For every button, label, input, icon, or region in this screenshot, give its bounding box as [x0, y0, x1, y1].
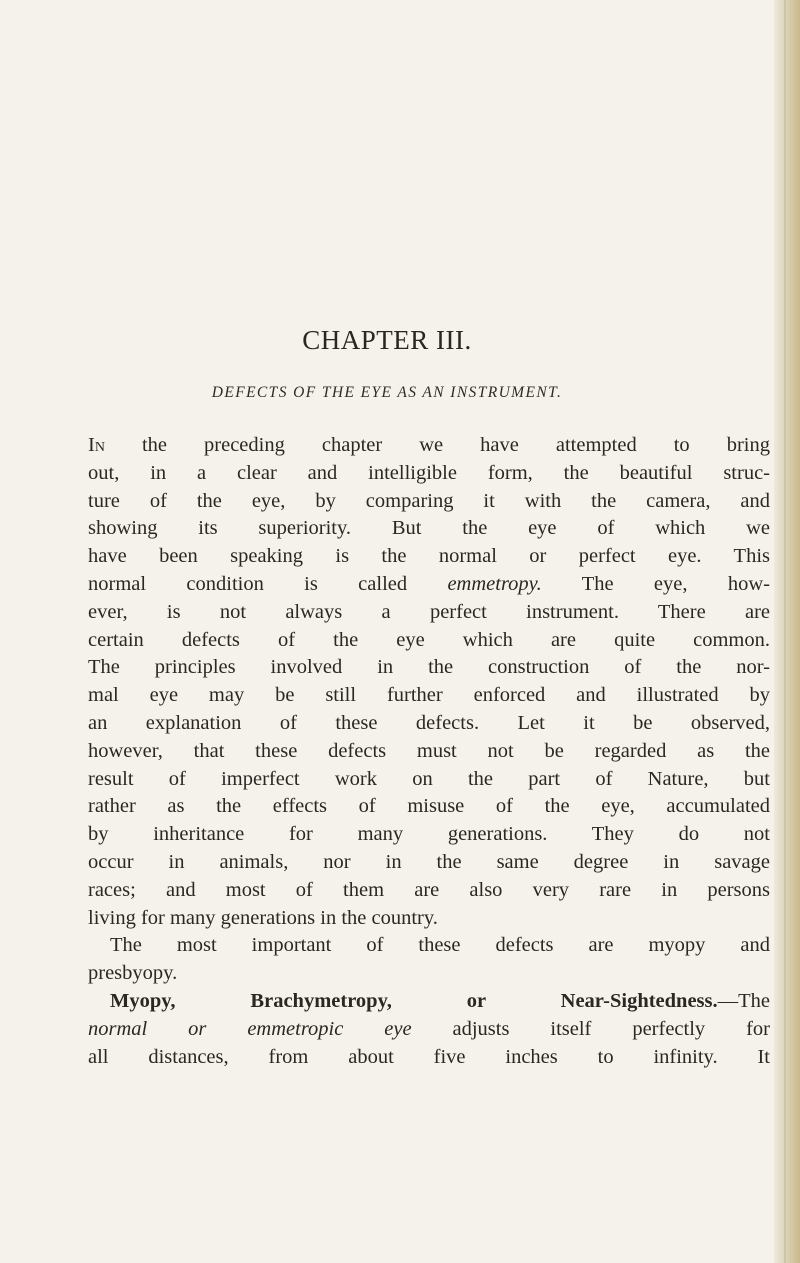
paragraph-line: however, that these defects must not be regarded as the: [88, 739, 770, 762]
body-text: [88, 432, 770, 1071]
paragraph-line: occur in animals, nor in the same degree in savage: [88, 850, 770, 873]
paragraph-line: races; and most of them are also very rare in persons: [88, 878, 770, 901]
line-text: adjusts itself perfectly for: [411, 1017, 770, 1040]
paragraph-line: [88, 988, 770, 1016]
paragraph-line: all distances, from about five inches to infinity. It: [88, 1045, 770, 1068]
paragraph-line: [88, 1016, 770, 1044]
paragraph-line: have been speaking is the normal or perfect eye. This: [88, 545, 770, 568]
paragraph-line: mal eye may be still further enforced and illustrated by: [88, 684, 770, 707]
paragraph-line: out, in a clear and intelligible form, the beautiful struc-: [88, 461, 770, 484]
section-title: DEFECTS OF THE EYE AS AN INSTRUMENT.: [211, 384, 563, 401]
paragraph-line: The principles involved in the construction of the nor-: [88, 656, 770, 679]
paragraph-line: by inheritance for many generations. They do not: [88, 823, 770, 846]
paragraph-line: [88, 932, 770, 960]
paragraph-line: presbyopy.: [88, 962, 178, 985]
section-heading-myopy: Myopy, Brachymetropy, or Near-Sightedness.: [110, 989, 718, 1012]
term-emmetropy: emmetropy.: [447, 572, 542, 595]
paragraph-line: result of imperfect work on the part of Nature, but: [88, 767, 770, 790]
lead-word: In: [88, 434, 105, 456]
line-text: the preceding chapter we have attempted to bring: [104, 434, 770, 456]
line-text: The most important of these defects are myopy and: [110, 934, 770, 957]
paragraph-line: rather as the effects of misuse of the eye, accumulated: [88, 795, 770, 818]
term-emmetropic-eye: normal or emmetropic eye: [88, 1017, 412, 1040]
paragraph-line: an explanation of these defects. Let it be observed,: [88, 711, 770, 734]
page-edge-shadow: [774, 0, 800, 1263]
paragraph-line: certain defects of the eye which are quite common.: [88, 628, 770, 651]
line-text: The eye, how-: [541, 572, 770, 595]
paragraph-line: [88, 432, 770, 460]
paragraph-line: ture of the eye, by comparing it with the camera, and: [88, 489, 770, 512]
paragraph-line: ever, is not always a perfect instrument. There are: [88, 600, 770, 623]
line-text: —The: [717, 989, 770, 1012]
chapter-title: CHAPTER III.: [302, 325, 472, 355]
paragraph-line: [88, 571, 770, 599]
paragraph-line: living for many generations in the country.: [88, 906, 438, 929]
line-text: normal condition is called: [88, 572, 448, 595]
paragraph-line: showing its superiority. But the eye of which we: [88, 517, 770, 540]
